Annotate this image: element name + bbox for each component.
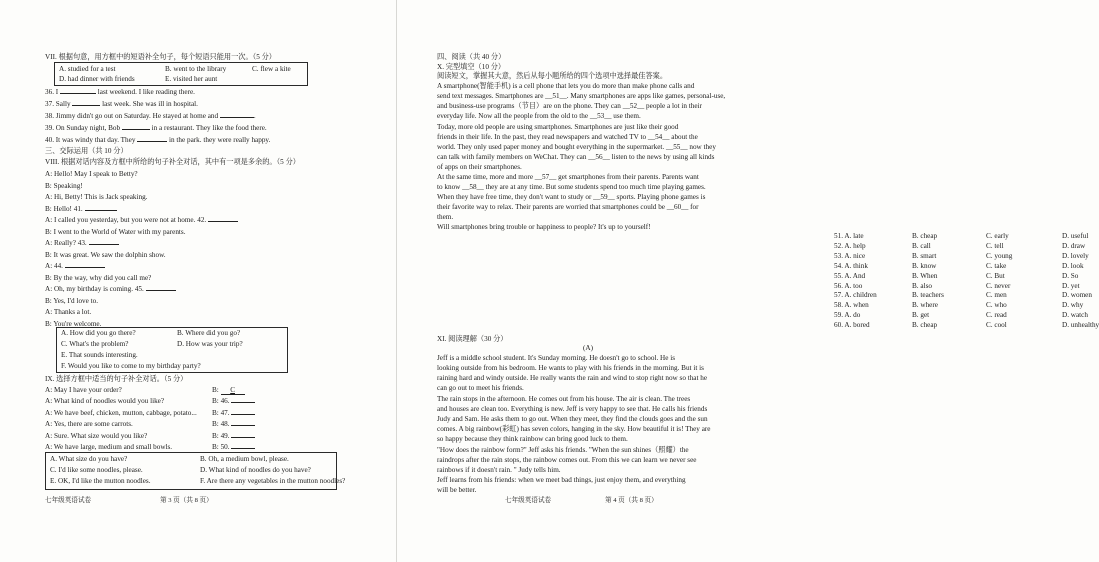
sentence-option: C. I'd like some noodles, please. [50, 466, 143, 474]
phrase-option: A. studied for a test [59, 65, 116, 73]
choice-option[interactable]: D. lovely [1062, 251, 1089, 260]
order-dialogue-b: B: 50. [212, 443, 255, 451]
answer-blank[interactable]: C [221, 386, 245, 395]
answer-blank[interactable] [72, 105, 100, 106]
answer-blank[interactable] [85, 210, 117, 211]
section-10-instructions: 阅读短文，掌握其大意，然后从每小题所给的四个选项中选择最佳答案。 [437, 72, 668, 80]
sentence-option: A. How did you go there? [61, 329, 136, 337]
question-36: 36. I last weekend. I like reading there. [45, 88, 195, 96]
order-dialogue-b: B: 49. [212, 432, 255, 440]
choice-option[interactable]: D. watch [1062, 311, 1088, 320]
answer-blank[interactable] [231, 402, 255, 403]
answer-blank[interactable] [231, 425, 255, 426]
passage-line: raining hard and windy outside. He really wants the rain and wind to stop right now so that he [437, 374, 708, 382]
sentence-option: E. OK, I'd like the mutton noodles. [50, 477, 151, 485]
question-37: 37. Sally last week. She was ill in hospital. [45, 100, 198, 108]
choice-option[interactable]: C. take [986, 261, 1007, 270]
choice-option[interactable]: 59. A. do [834, 311, 861, 320]
passage-line: raindrops after the rain stops, the rainbow comes out. From this we can learn we never see [437, 456, 697, 464]
passage-line: so happy because they think rainbow can bring good luck to them. [437, 435, 628, 443]
cloze-line: them. [437, 213, 454, 221]
answer-blank[interactable] [122, 129, 150, 130]
dialogue-line: B: Hello! 41. [45, 205, 117, 213]
choice-option[interactable]: 51. A. late [834, 232, 864, 240]
sentence-option: D. How was your trip? [177, 340, 243, 348]
choice-option[interactable]: B. know [912, 261, 937, 270]
passage-label: (A) [583, 344, 593, 352]
choice-option[interactable]: D. draw [1062, 241, 1086, 250]
dialogue-line: A: Oh, my birthday is coming. 45. [45, 285, 176, 293]
choice-option[interactable]: C. young [986, 251, 1013, 260]
section-9-heading: IX. 选择方框中适当的句子补全对话。（5 分） [45, 375, 188, 383]
choice-option[interactable]: B. where [912, 301, 938, 310]
dialogue-line: B: Yes, I'd love to. [45, 297, 99, 305]
passage-line: Jeff is a middle school student. It's Sunday morning. He doesn't go to school. He is [437, 354, 676, 362]
cloze-line: of apps on their smartphones. [437, 163, 522, 171]
sentence-option: B. Oh, a medium bowl, please. [200, 455, 289, 463]
choice-option[interactable]: B. cheap [912, 232, 938, 240]
cloze-line: send text messages. Smartphones are __51__. Many smartphones are apps like games, personal-use, [437, 92, 726, 100]
dialogue-line: B: You're welcome. [45, 320, 102, 328]
cloze-line: everyday life. Now all the people from the old to the __53__ use them. [437, 112, 641, 120]
sentence-option: B. Where did you go? [177, 329, 241, 337]
cloze-line: A smartphone(智能手机) is a cell phone that lets you do more than make phone calls and [437, 82, 695, 90]
answer-blank[interactable] [137, 141, 167, 142]
choice-option[interactable]: 57. A. children [834, 291, 877, 300]
page-number: 第 4 页（共 8 页） [605, 497, 658, 504]
choice-option[interactable]: B. call [912, 241, 931, 250]
passage-line: will be better. [437, 486, 477, 494]
phrase-option: E. visited her aunt [165, 75, 218, 83]
choice-option[interactable]: C. men [986, 291, 1007, 300]
choice-option[interactable]: D. useful [1062, 232, 1089, 240]
dialogue-line: B: By the way, why did you call me? [45, 274, 152, 282]
answer-blank[interactable] [220, 117, 254, 118]
order-dialogue-a: A: What kind of noodles would you like? [45, 397, 165, 405]
passage-line: Jeff learns from his friends: when we meet bad things, just enjoy them, and everything [437, 476, 686, 484]
cloze-line: Will smartphones bring trouble or happiness to people? It's up to yourself! [437, 223, 651, 231]
passage-line: The rain stops in the afternoon. He comes out from his house. The air is clean. The trees [437, 395, 691, 403]
choice-option[interactable]: B. get [912, 311, 930, 320]
choice-option[interactable]: B. teachers [912, 291, 944, 300]
choice-option[interactable]: D. yet [1062, 281, 1080, 290]
phrase-option: D. had dinner with friends [59, 75, 135, 83]
dialogue-line: A: Hi, Betty! This is Jack speaking. [45, 193, 148, 201]
answer-blank[interactable] [231, 448, 255, 449]
order-dialogue-a: A: Sure. What size would you like? [45, 432, 148, 440]
passage-line: rainbows if it doesn't rain. " Judy tells him. [437, 466, 561, 474]
choice-option[interactable]: B. When [912, 271, 938, 280]
footer-title: 七年级英语试卷 [505, 497, 552, 504]
cloze-line: can talk with family members on WeChat. They can __56__ listen to the news by using all kinds [437, 153, 715, 161]
choice-option[interactable]: 58. A. when [834, 301, 869, 310]
section-7-heading: VII. 根据句意，用方框中的短语补全句子，每个短语只能用一次。（5 分） [45, 53, 276, 61]
question-39: 39. On Sunday night, Bob in a restaurant. They like the food there. [45, 124, 267, 132]
answer-blank[interactable] [89, 244, 119, 245]
right-page [397, 0, 1099, 562]
order-dialogue-a: A: We have beef, chicken, mutton, cabbage, potato... [45, 409, 197, 417]
cloze-line: When they have free time, they don't want to study or __59__ sports. Playing phone games is [437, 193, 706, 201]
answer-blank[interactable] [146, 290, 176, 291]
choice-option[interactable]: D. women [1062, 291, 1092, 300]
choice-option[interactable]: B. smart [912, 251, 937, 260]
dialogue-line: B: I went to the World of Water with my parents. [45, 228, 186, 236]
cloze-line: At the same time, more and more __57__ get smartphones from their parents. Parents want [437, 173, 699, 181]
cloze-line: to know __58__ they are at any time. But some students spend too much time playing games. [437, 183, 706, 191]
passage-line: Judy and Sam. He asks them to go out. When they meet, they find the clouds goes and the sun [437, 415, 708, 423]
answer-blank[interactable] [60, 93, 96, 94]
choice-option[interactable]: D. unhealthy [1062, 321, 1099, 330]
order-dialogue-b: B: 46. [212, 397, 255, 405]
choice-option[interactable]: 52. A. help [834, 241, 866, 250]
order-dialogue-b: B: C [212, 386, 245, 395]
order-dialogue-b: B: 48. [212, 420, 255, 428]
dialogue-line: B: Speaking! [45, 182, 83, 190]
cloze-line: Today, more old people are using smartphones. Smartphones are just like their good [437, 123, 679, 131]
choice-option[interactable]: C. cool [986, 321, 1007, 330]
answer-blank[interactable] [231, 414, 255, 415]
footer-title: 七年级英语试卷 [45, 497, 92, 504]
answer-blank[interactable] [231, 437, 255, 438]
choice-option[interactable]: 60. A. bored [834, 321, 870, 330]
phrase-option: C. flew a kite [252, 65, 291, 73]
question-40: 40. It was windy that day. They in the park. they were really happy. [45, 136, 271, 144]
choice-option[interactable]: C. tell [986, 241, 1004, 250]
cloze-line: world. They only used paper money and bought everything in the supermarket. __55__ now they [437, 143, 716, 151]
passage-line: looking outside from his bedroom. He wants to play with his friends in the morning. But it is [437, 364, 704, 372]
choice-option[interactable]: 56. A. too [834, 281, 863, 290]
sentence-box [56, 327, 288, 373]
choice-option[interactable]: C. But [986, 271, 1005, 280]
cloze-line: and business-use programs（节目）are on the phone. They can __52__ people a lot in their [437, 102, 702, 110]
passage-line: "How does the rainbow form?" Jeff asks his friends. "When the sun shines（照耀）the [437, 446, 689, 454]
phrase-box [54, 62, 308, 86]
sentence-option: A. What size do you have? [50, 455, 128, 463]
choice-option[interactable]: 55. A. And [834, 271, 866, 280]
section-8-heading: VIII. 根据对话内容及方框中所给的句子补全对话，其中有一项是多余的。（5 分） [45, 158, 300, 166]
passage-line: can go out to meet his friends. [437, 384, 524, 392]
passage-line: comes. A big rainbow(彩虹) has seven colors, hanging in the sky. How beautiful it is! They are [437, 425, 711, 433]
order-dialogue-b: B: 47. [212, 409, 255, 417]
section-11-heading: XI. 阅读理解（30 分） [437, 335, 508, 343]
part-3-heading: 三、交际运用（共 10 分） [45, 147, 128, 155]
choice-option[interactable]: D. why [1062, 301, 1084, 310]
left-page [0, 0, 397, 562]
dialogue-line: A: Thanks a lot. [45, 308, 92, 316]
answer-blank[interactable] [208, 221, 238, 222]
answer-blank[interactable] [65, 267, 105, 268]
choice-option[interactable]: C. read [986, 311, 1007, 320]
question-38: 38. Jimmy didn't go out on Saturday. He stayed at home and . [45, 112, 256, 120]
sentence-option: C. What's the problem? [61, 340, 129, 348]
dialogue-line: B: It was great. We saw the dolphin show. [45, 251, 166, 259]
part-4-heading: 四、阅读（共 40 分） [437, 53, 506, 61]
sentence-option: F. Are there any vegetables in the mutton noodles? [200, 477, 346, 485]
dialogue-line: A: Really? 43. [45, 239, 119, 247]
choice-option[interactable]: 53. A. nice [834, 251, 866, 260]
sentence-option: E. That sounds interesting. [61, 351, 138, 359]
choice-option[interactable]: D. look [1062, 261, 1084, 270]
order-dialogue-a: A: We have large, medium and small bowls. [45, 443, 173, 451]
sentence-option: D. What kind of noodles do you have? [200, 466, 311, 474]
page-number: 第 3 页（共 8 页） [160, 497, 213, 504]
choice-option[interactable]: C. early [986, 232, 1009, 240]
passage-line: and houses are clean too. Everything is new. Jeff is very happy to see that. He calls his friends [437, 405, 708, 413]
sentence-option: F. Would you like to come to my birthday party? [61, 362, 201, 370]
order-dialogue-a: A: Yes, there are some carrots. [45, 420, 133, 428]
cloze-line: friends in their life. In the past, they read newspapers and watched TV to __54__ about the [437, 133, 698, 141]
choice-option[interactable]: B. cheap [912, 321, 938, 330]
cloze-line: their favorite way to relax. Their parents are worried that smartphones could be __60__ for [437, 203, 699, 211]
section-10-heading: X. 完型填空（10 分） [437, 63, 506, 71]
choice-option[interactable]: 54. A. think [834, 261, 868, 270]
choice-option[interactable]: C. never [986, 281, 1011, 290]
choice-option[interactable]: D. So [1062, 271, 1079, 280]
dialogue-line: A: Hello! May I speak to Betty? [45, 170, 138, 178]
choice-option[interactable]: B. also [912, 281, 932, 290]
choice-option[interactable]: C. who [986, 301, 1007, 310]
order-sentence-box [45, 452, 346, 490]
order-dialogue-a: A: May I have your order? [45, 386, 122, 394]
phrase-option: B. went to the library [165, 65, 227, 73]
dialogue-line: A: 44. [45, 262, 105, 270]
dialogue-line: A: I called you yesterday, but you were not at home. 42. [45, 216, 238, 224]
